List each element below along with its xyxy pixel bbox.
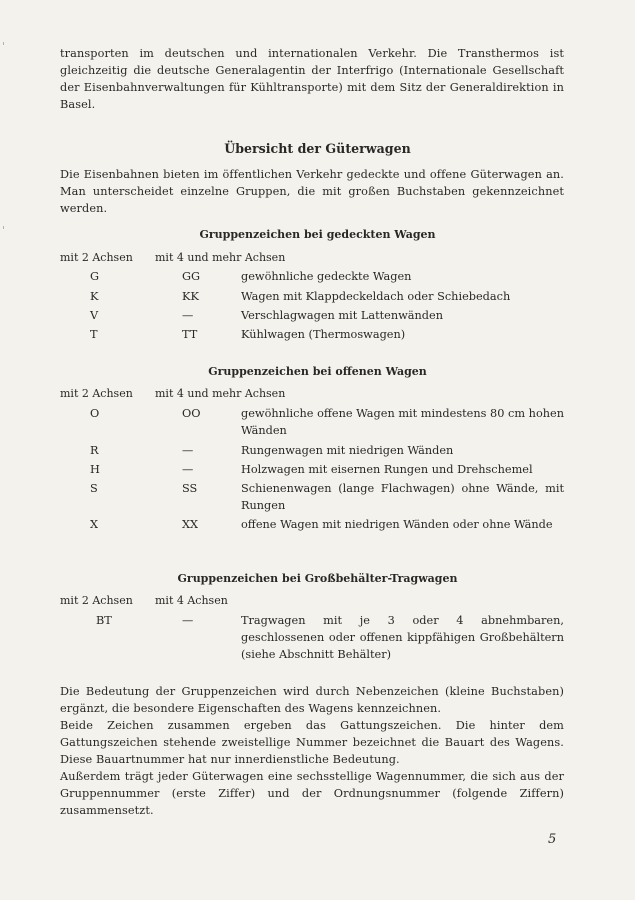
code-2-axle: G	[90, 270, 100, 283]
code-4-axle: —	[182, 614, 194, 627]
axle-4-label: mit 4 und mehr Achsen	[155, 387, 286, 400]
code-4-axle: —	[182, 444, 194, 457]
code-2-axle: X	[90, 518, 99, 531]
page-number: 5	[548, 832, 557, 847]
code-2-axle: H	[90, 463, 100, 476]
axle-4-label: mit 4 Achsen	[155, 594, 228, 607]
scan-mark	[3, 42, 4, 45]
code-2-axle: T	[90, 328, 98, 341]
lead-paragraph: Die Eisenbahnen bieten im öffentlichen Verkehr gedeckte und offene Güterwagen an. Man unterscheidet einzelne Gruppen, die mit großen Buchstaben gekennzeichnet werden.	[60, 168, 564, 215]
code-2-axle: V	[90, 309, 99, 322]
intro-paragraph: transporten im deutschen und internationalen Verkehr. Die Transthermos ist gleichzeitig die deutsche Generalagentin der Interfrigo (Internationale Gesellschaft der Eisenbahnverwaltungen für Kühltransporte) mit dem Sitz der Generaldirektion in Basel.	[60, 47, 564, 111]
code-description: Verschlagwagen mit Lattenwänden	[241, 309, 443, 322]
axle-2-label: mit 2 Achsen	[60, 594, 133, 607]
open-axle-headers	[0, 387, 635, 401]
code-4-axle: —	[182, 309, 194, 322]
code-description: offene Wagen mit niedrigen Wänden oder ohne Wände	[241, 518, 553, 531]
code-4-axle: SS	[182, 482, 198, 495]
code-description: Wagen mit Klappdeckeldach oder Schiebedach	[241, 290, 511, 303]
code-2-axle: S	[90, 482, 98, 495]
code-2-axle: R	[90, 444, 99, 457]
container-heading: Gruppenzeichen bei Großbehälter-Tragwagen	[177, 572, 458, 585]
code-4-axle: TT	[182, 328, 198, 341]
paragraph-nebenzeichen: Die Bedeutung der Gruppenzeichen wird durch Nebenzeichen (kleine Buchstaben) ergänzt, die besondere Eigenschaften des Wagens kennzeichnen.	[60, 685, 564, 715]
code-description: gewöhnliche gedeckte Wagen	[241, 270, 412, 283]
code-2-axle: K	[90, 290, 99, 303]
code-description: Rungenwagen mit niedrigen Wänden	[241, 444, 454, 457]
code-description: Holzwagen mit eisernen Rungen und Drehschemel	[241, 463, 533, 476]
code-description: Kühlwagen (Thermoswagen)	[241, 328, 406, 341]
code-description: Schienenwagen (lange Flachwagen) ohne Wände, mit Rungen	[241, 482, 564, 512]
paragraph-gattungszeichen: Beide Zeichen zusammen ergeben das Gattungszeichen. Die hinter dem Gattungszeichen stehende zweistellige Nummer bezeichnet die Bauart des Wagens. Diese Bauartnummer hat nur innerdienstliche Bedeutung.	[60, 719, 564, 766]
code-4-axle: XX	[182, 518, 199, 531]
container-axle-headers	[0, 594, 635, 608]
code-description: Tragwagen mit je 3 oder 4 abnehmbaren, geschlossenen oder offenen kippfähigen Großbehältern (siehe Abschnitt Behälter)	[241, 614, 564, 661]
covered-axle-headers	[0, 251, 635, 265]
section-title: Übersicht der Güterwagen	[224, 141, 411, 156]
code-4-axle: GG	[182, 270, 201, 283]
code-2-axle: O	[90, 407, 100, 420]
code-2-axle: BT	[96, 614, 112, 627]
code-description: gewöhnliche offene Wagen mit mindestens 80 cm hohen Wänden	[241, 407, 564, 437]
open-heading: Gruppenzeichen bei offenen Wagen	[208, 365, 427, 378]
paragraph-wagennummer: Außerdem trägt jeder Güterwagen eine sechsstellige Wagennummer, die sich aus der Gruppennummer (erste Ziffer) und der Ordnungsnummer (folgende Ziffern) zusammensetzt.	[60, 770, 564, 817]
covered-heading: Gruppenzeichen bei gedeckten Wagen	[199, 228, 436, 241]
code-4-axle: OO	[182, 407, 201, 420]
axle-2-label: mit 2 Achsen	[60, 387, 133, 400]
axle-2-label: mit 2 Achsen	[60, 251, 133, 264]
code-4-axle: —	[182, 463, 194, 476]
code-4-axle: KK	[182, 290, 199, 303]
axle-4-label: mit 4 und mehr Achsen	[155, 251, 286, 264]
